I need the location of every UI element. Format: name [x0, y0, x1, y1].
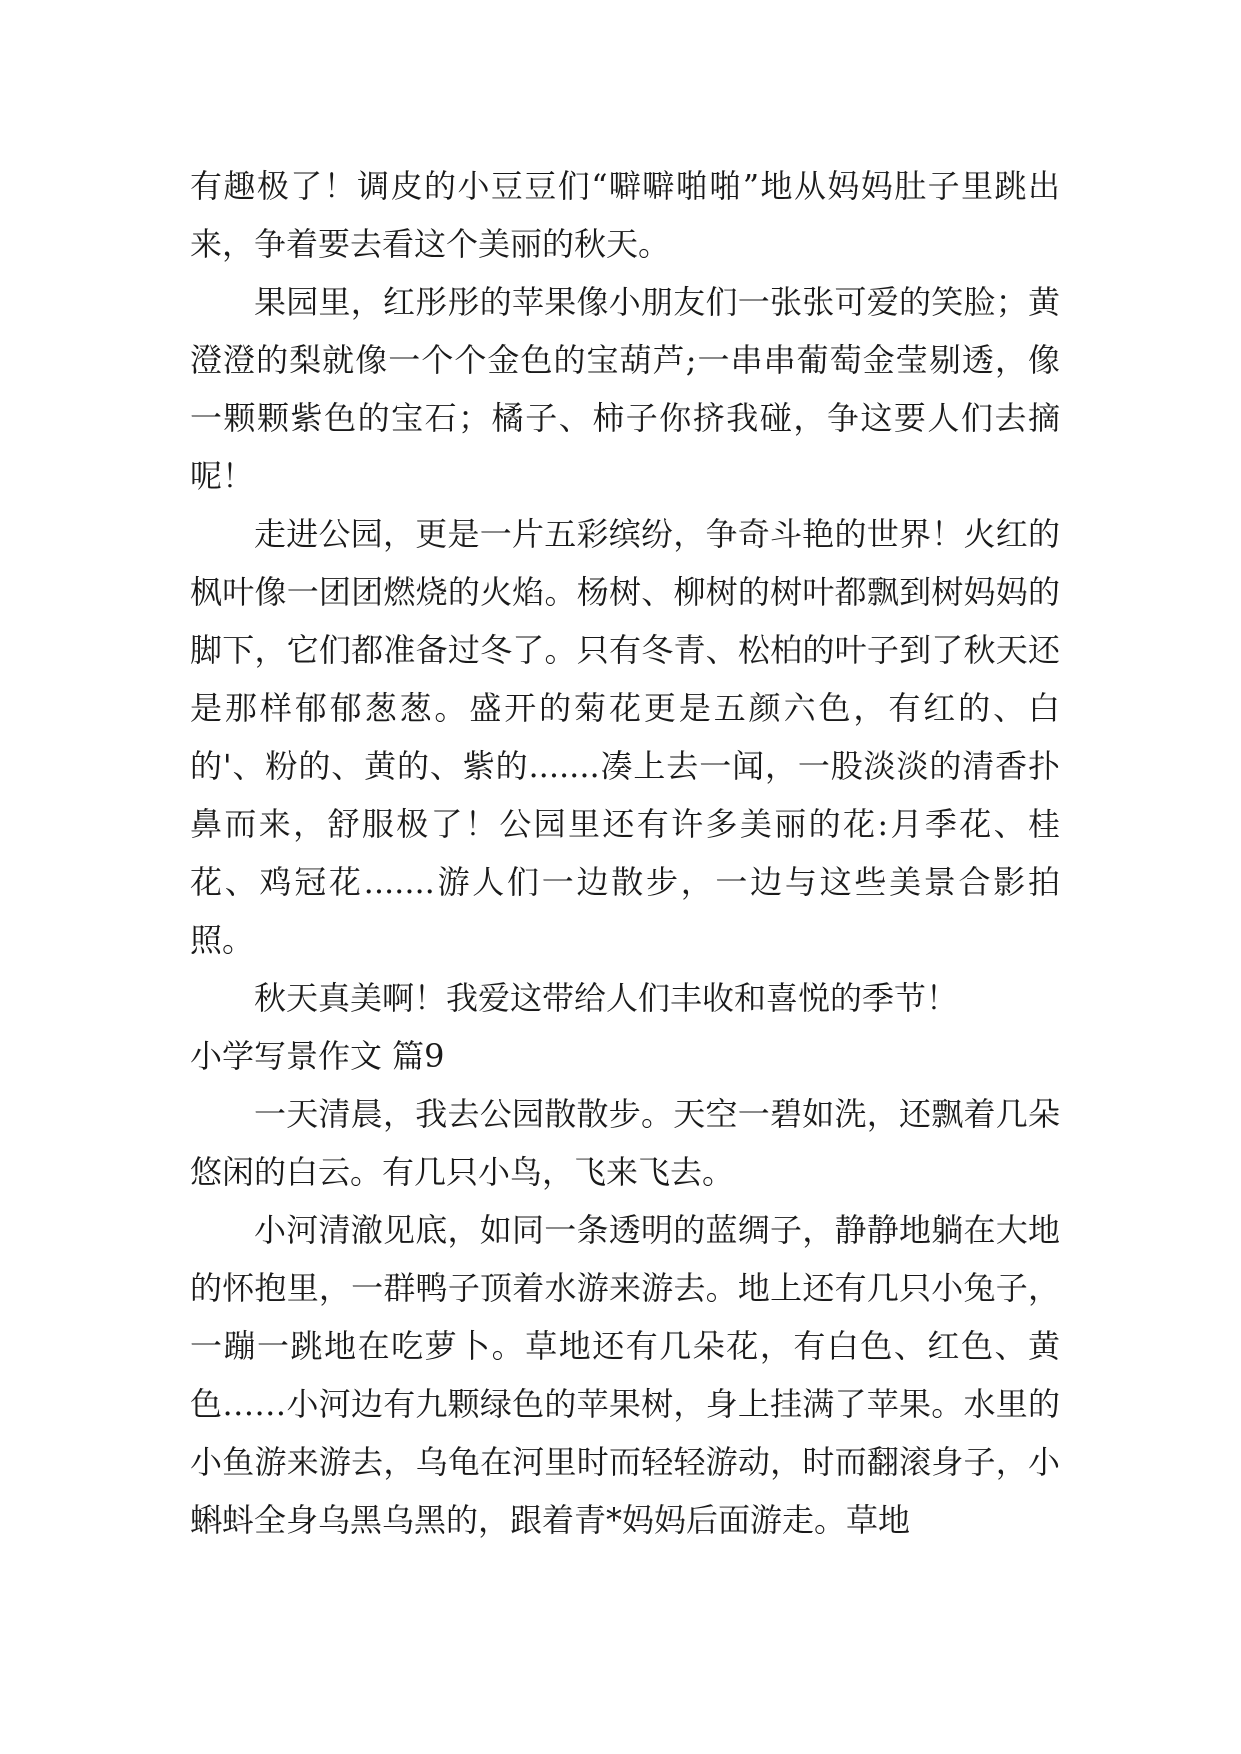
- paragraph-1: 有趣极了！调皮的小豆豆们“噼噼啪啪”地从妈妈肚子里跳出来，争着要去看这个美丽的秋天。: [190, 167, 1060, 263]
- paragraph-6: 小河清澈见底，如同一条透明的蓝绸子，静静地躺在大地的怀抱里，一群鸭子顶着水游来游去。地上还有几只小兔子，一蹦一跳地在吃萝卜。草地还有几朵花，有白色、红色、黄色……小河边有九颗绿色的苹果树，身上挂满了苹果。水里的小鱼游来游去，乌龟在河里时而轻轻游动，时而翻滚身子，小蝌蚪全身乌黑乌黑的，跟着青*妈妈后面游走。草地: [190, 1211, 1060, 1539]
- paragraph-2: 果园里，红彤彤的苹果像小朋友们一张张可爱的笑脸；黄澄澄的梨就像一个个金色的宝葫芦;一串串葡萄金莹剔透，像一颗颗紫色的宝石；橘子、柿子你挤我碰，争这要人们去摘呢！: [190, 283, 1060, 495]
- article-body: [190, 157, 1060, 1549]
- paragraph-4: 秋天真美啊！我爱这带给人们丰收和喜悦的季节！: [254, 979, 959, 1017]
- paragraph-3: 走进公园，更是一片五彩缤纷，争奇斗艳的世界！火红的枫叶像一团团燃烧的火焰。杨树、柳树的树叶都飘到树妈妈的脚下，它们都准备过冬了。只有冬青、松柏的叶子到了秋天还是那样郁郁葱葱。盛开的菊花更是五颜六色，有红的、白的'、粉的、黄的、紫的.......凑上去一闻，一股淡淡的清香扑鼻而来，舒服极了！公园里还有许多美丽的花:月季花、桂花、鸡冠花.......游人们一边散步，一边与这些美景合影拍照。: [190, 515, 1060, 959]
- section-heading: 小学写景作文 篇9: [190, 1037, 445, 1075]
- paragraph-5: 一天清晨，我去公园散散步。天空一碧如洗，还飘着几朵悠闲的白云。有几只小鸟，飞来飞去。: [190, 1095, 1060, 1191]
